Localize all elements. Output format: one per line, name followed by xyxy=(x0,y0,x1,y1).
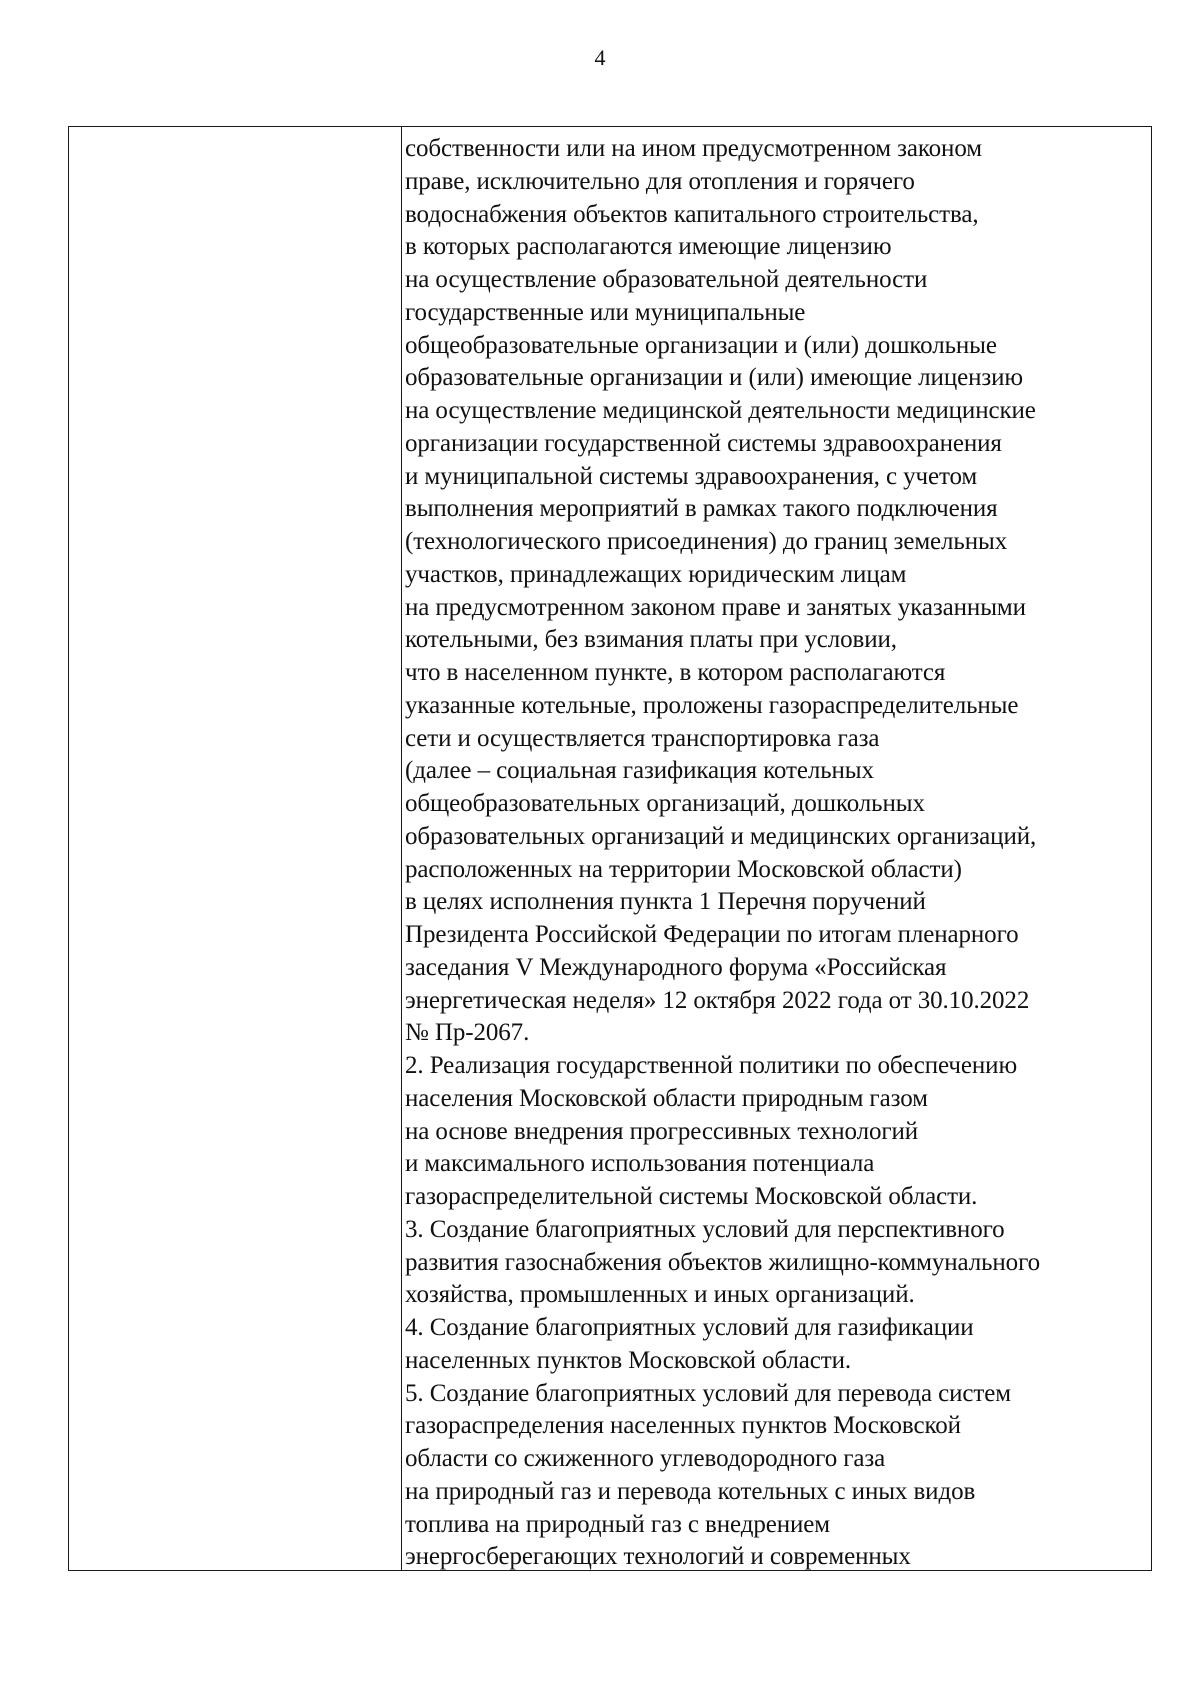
text-line: и максимального использования потенциала xyxy=(405,1150,875,1178)
text-line: области со сжиженного углеводородного газа xyxy=(405,1445,886,1472)
table-left-cell xyxy=(69,127,401,1570)
text-line: на предусмотренном законом праве и занятых указанными xyxy=(405,593,1026,621)
column-divider xyxy=(401,127,402,1570)
text-line: газораспределительной системы Московской области. xyxy=(405,1183,978,1210)
text-line: в целях исполнения пункта 1 Перечня поручений xyxy=(405,888,926,916)
text-line: расположенных на территории Московской области) xyxy=(405,855,962,883)
text-line: котельными, без взимания платы при условии, xyxy=(405,626,897,654)
text-line: на осуществление образовательной деятельности xyxy=(405,266,928,293)
text-line: развития газоснабжения объектов жилищно-коммунального xyxy=(405,1248,1040,1276)
text-line: на осуществление медицинской деятельности медицинские xyxy=(405,397,1036,424)
text-line: № Пр-2067. xyxy=(405,1019,530,1047)
text-line: водоснабжения объектов капитального строительства, xyxy=(405,200,979,228)
text-line: организации государственной системы здравоохранения xyxy=(405,429,1002,457)
text-line: указанные котельные, проложены газораспределительные xyxy=(405,691,1019,719)
page-number: 4 xyxy=(594,45,606,70)
text-line: общеобразовательные организации и (или) дошкольные xyxy=(405,331,997,359)
text-line: выполнения мероприятий в рамках такого подключения xyxy=(405,495,998,523)
text-line: на основе внедрения прогрессивных технологий xyxy=(405,1117,919,1145)
text-line: собственности или на ином предусмотренном законом xyxy=(405,135,982,162)
text-line: праве, исключительно для отопления и горячего xyxy=(405,167,915,195)
text-line: хозяйства, промышленных и иных организаций. xyxy=(405,1281,915,1309)
text-line: общеобразовательных организаций, дошкольных xyxy=(405,790,925,817)
text-line: в которых располагаются имеющие лицензию xyxy=(405,233,892,261)
text-line: образовательные организации и (или) имеющие лицензию xyxy=(405,364,1024,392)
text-line: топлива на природный газ с внедрением xyxy=(405,1510,830,1538)
text-line: Президента Российской Федерации по итогам пленарного xyxy=(405,921,1019,948)
text-line: государственные или муниципальные xyxy=(405,298,806,326)
text-line: (далее – социальная газификация котельных xyxy=(405,757,874,785)
table-right-cell xyxy=(405,133,1145,1574)
text-line: населенных пунктов Московской области. xyxy=(405,1346,852,1374)
text-line: что в населенном пункте, в котором располагаются xyxy=(405,659,946,686)
text-line: энергосберегающих технологий и современных xyxy=(405,1543,911,1571)
text-line: 3. Создание благоприятных условий для перспективного xyxy=(405,1215,1005,1243)
text-line: 5. Создание благоприятных условий для перевода систем xyxy=(405,1379,1011,1407)
text-line: участков, принадлежащих юридическим лицам xyxy=(405,560,907,588)
text-line: заседания V Международного форума «Российская xyxy=(405,953,947,981)
text-line: газораспределения населенных пунктов Московской xyxy=(405,1412,961,1440)
text-line: энергетическая неделя» 12 октября 2022 года от 30.10.2022 xyxy=(405,986,1030,1014)
text-line: 4. Создание благоприятных условий для газификации xyxy=(405,1314,974,1341)
text-line: образовательных организаций и медицинских организаций, xyxy=(405,822,1037,850)
text-line: (технологического присоединения) до границ земельных xyxy=(405,528,1008,555)
text-line: 2. Реализация государственной политики по обеспечению xyxy=(405,1052,1018,1079)
document-table xyxy=(68,126,1152,1571)
text-line: населения Московской области природным газом xyxy=(405,1084,928,1112)
text-line: на природный газ и перевода котельных с иных видов xyxy=(405,1477,976,1505)
text-line: сети и осуществляется транспортировка газа xyxy=(405,724,880,752)
text-line: и муниципальной системы здравоохранения, с учетом xyxy=(405,462,978,490)
